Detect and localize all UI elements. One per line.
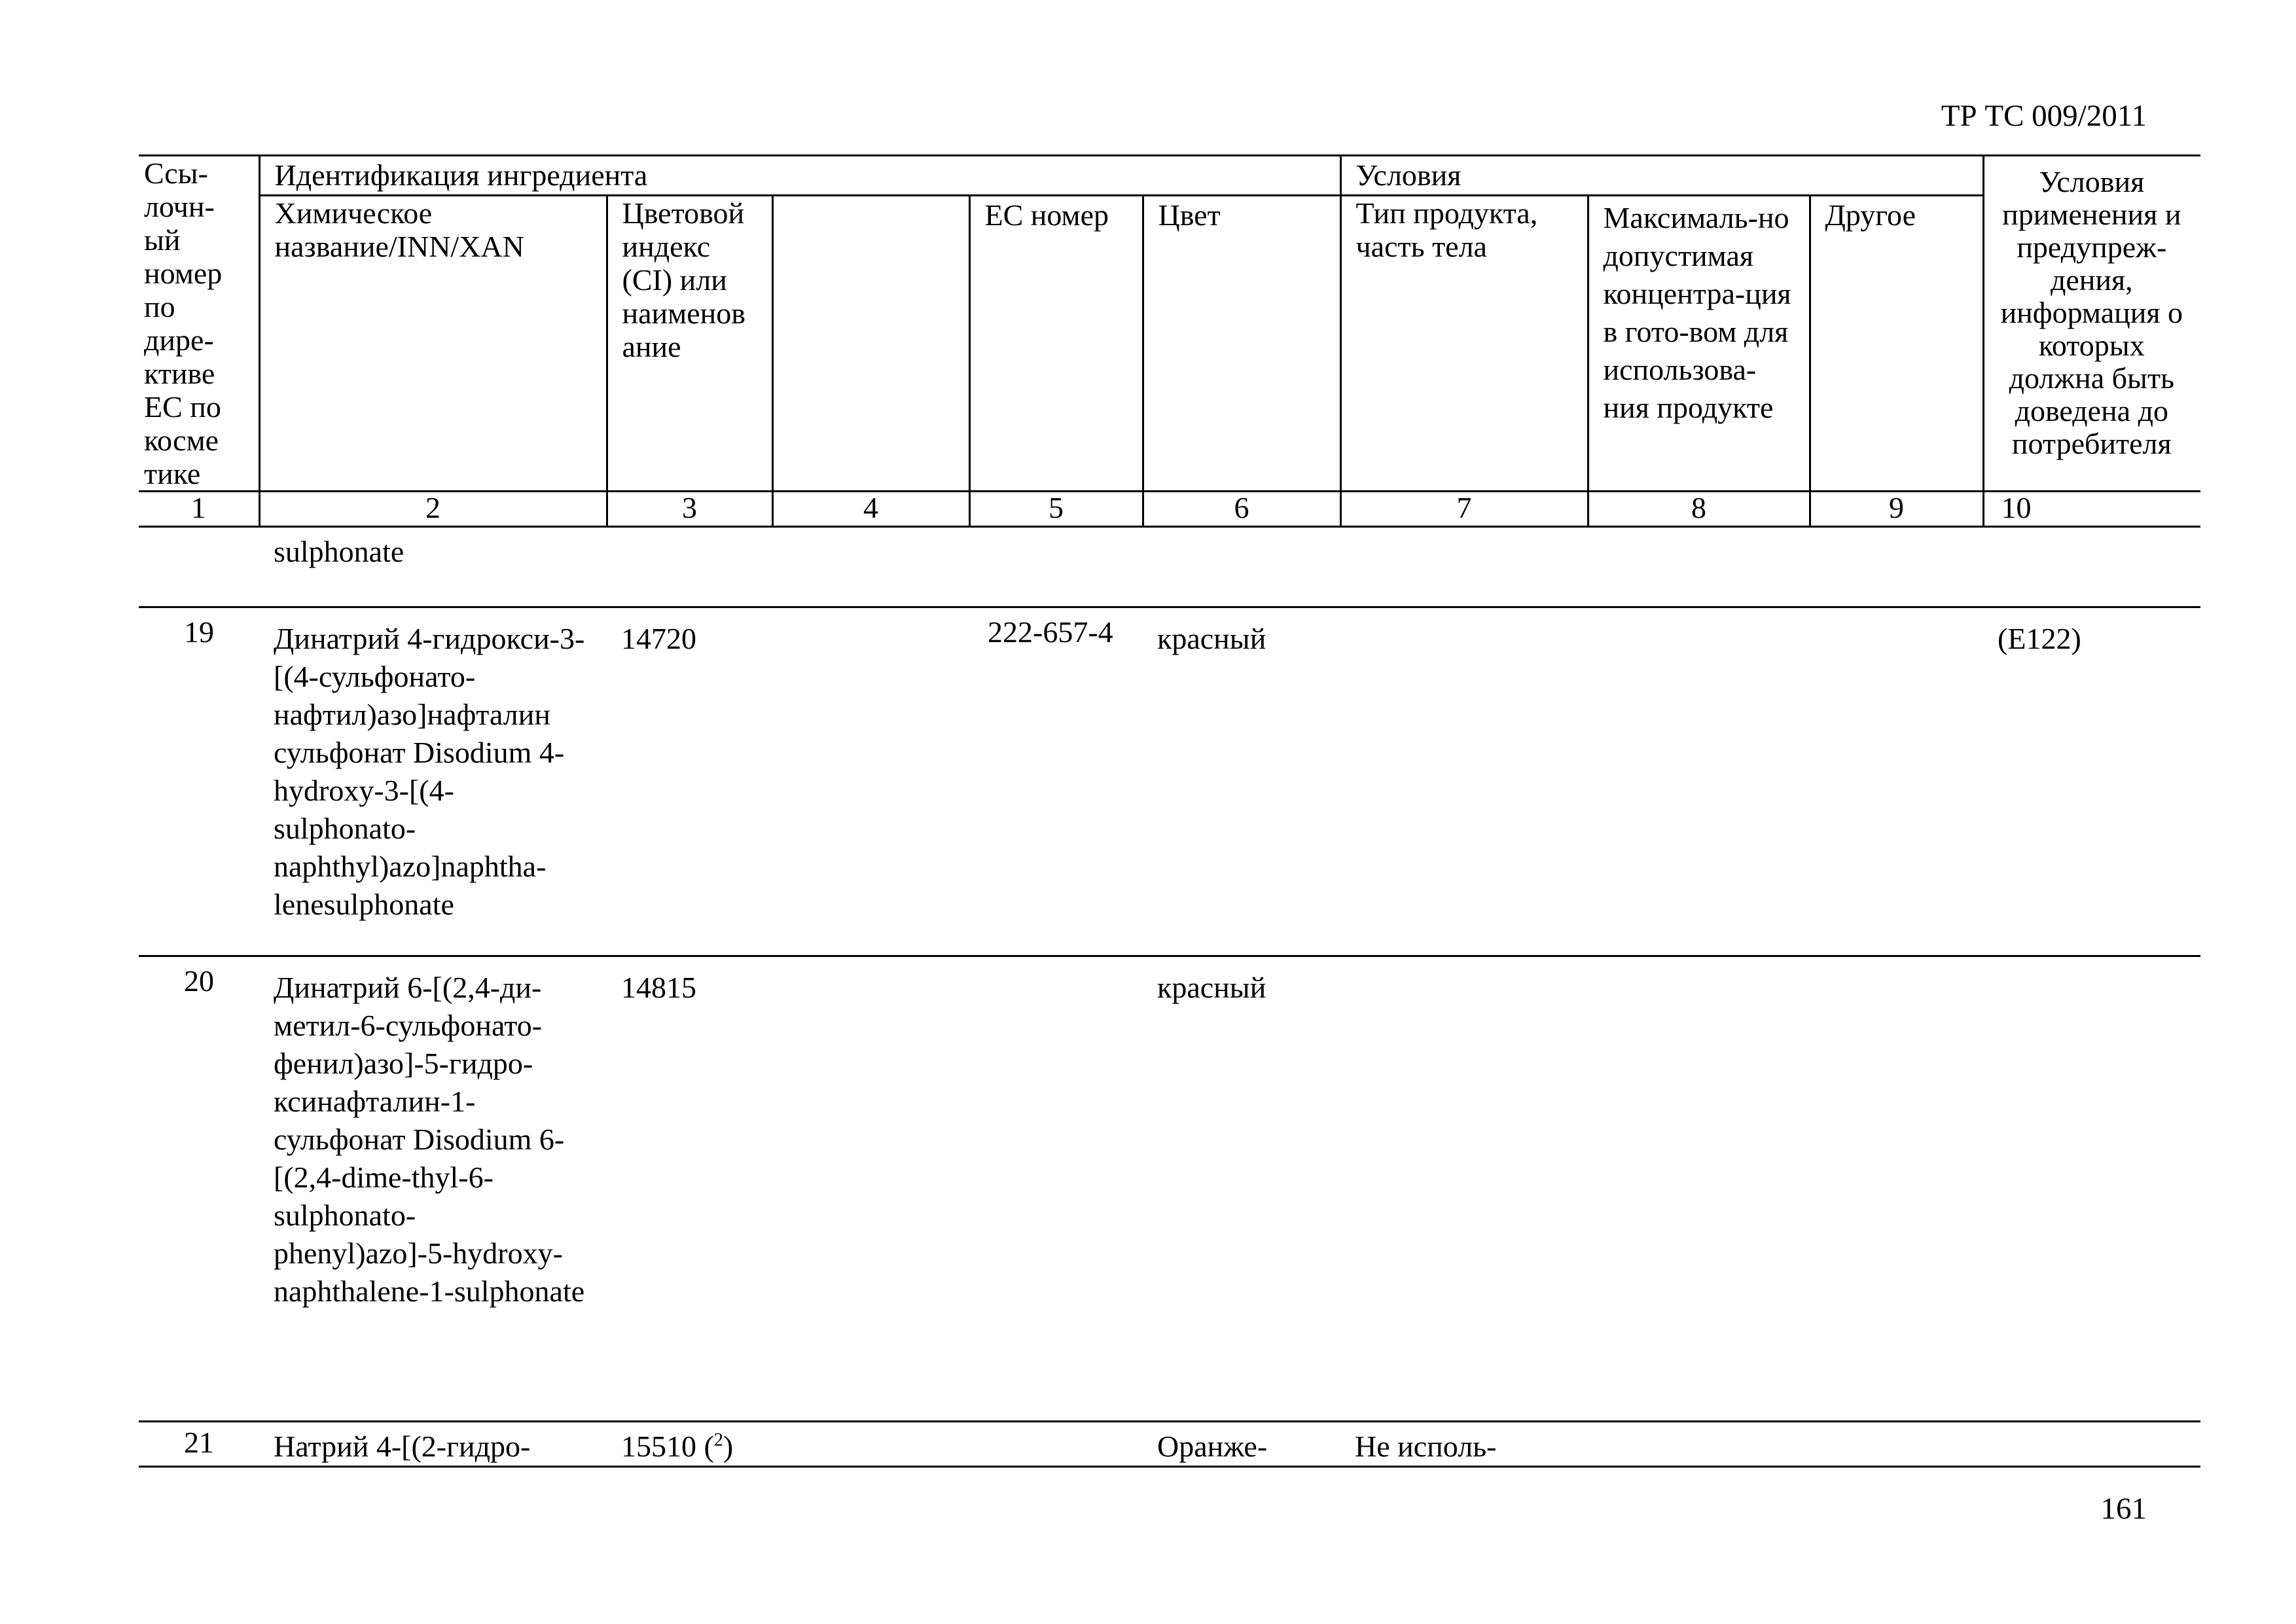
row-ref: 21 bbox=[139, 1422, 259, 1467]
row-ec bbox=[969, 956, 1143, 1422]
footnote-marker: 2 bbox=[713, 1430, 723, 1451]
table-header-row bbox=[139, 156, 2200, 196]
column-number: 10 bbox=[1983, 492, 2200, 527]
header-col4 bbox=[772, 196, 969, 492]
row-ci: 14720 bbox=[607, 607, 772, 956]
row-ref: 20 bbox=[139, 956, 259, 1422]
table-row bbox=[139, 956, 2200, 1422]
table-row bbox=[139, 607, 2200, 956]
row-other bbox=[1810, 956, 1983, 1422]
header-ingredient-identification: Идентификация ингредиента bbox=[259, 156, 1340, 196]
row-ref bbox=[139, 527, 259, 607]
column-number: 2 bbox=[259, 492, 607, 527]
row-color: красный bbox=[1143, 956, 1340, 1422]
column-number: 5 bbox=[969, 492, 1143, 527]
row-max-conc bbox=[1588, 527, 1810, 607]
row-ref: 19 bbox=[139, 607, 259, 956]
header-other: Другое bbox=[1810, 196, 1983, 492]
row-usage bbox=[1983, 527, 2200, 607]
header-color: Цвет bbox=[1143, 196, 1340, 492]
row-product-type bbox=[1340, 607, 1588, 956]
row-name: Динатрий 6-[(2,4-ди-метил-6-сульфонато-фенил)азо]-5-гидро-ксинафталин-1-сульфонат Disodium 6-[(2,4-dime-thyl-6-sulphonato-phenyl)azo]-5-hydroxy-naphthalene-1-sulphonate bbox=[259, 956, 607, 1422]
row-col4 bbox=[772, 527, 969, 607]
row-usage bbox=[1983, 1422, 2200, 1467]
document-header-code: ТР ТС 009/2011 bbox=[1941, 99, 2147, 133]
row-ci-cell: 15510 ($^2$) bbox=[607, 1422, 772, 1467]
header-ref-number: Ссы-лочн-ый номер по дире-ктиве ЕС по косме тике bbox=[139, 156, 259, 492]
row-ci bbox=[607, 527, 772, 607]
row-col4 bbox=[772, 956, 969, 1422]
row-product-type bbox=[1340, 956, 1588, 1422]
header-ec-number: ЕС номер bbox=[969, 196, 1143, 492]
row-max-conc bbox=[1588, 956, 1810, 1422]
header-conditions: Условия bbox=[1340, 156, 1983, 196]
ingredients-table bbox=[139, 154, 2200, 1468]
row-name: sulphonate bbox=[259, 527, 607, 607]
column-number: 8 bbox=[1588, 492, 1810, 527]
row-col4 bbox=[772, 1422, 969, 1467]
row-product-type: Не исполь- bbox=[1340, 1422, 1588, 1467]
row-color: красный bbox=[1143, 607, 1340, 956]
column-number: 6 bbox=[1143, 492, 1340, 527]
row-col4 bbox=[772, 607, 969, 956]
header-chem-name: Химическое название/INN/XAN bbox=[259, 196, 607, 492]
header-product-type: Тип продукта, часть тела bbox=[1340, 196, 1588, 492]
row-ci: 15510 bbox=[621, 1430, 696, 1463]
row-usage bbox=[1983, 956, 2200, 1422]
row-max-conc bbox=[1588, 607, 1810, 956]
page-number: 161 bbox=[2100, 1492, 2147, 1526]
row-name: Динатрий 4-гидрокси-3-[(4-сульфонато-нафтил)азо]нафталин сульфонат Disodium 4-hydroxy-3-[(4-sulphonato-naphthyl)azo]naphtha-lenesulphonate bbox=[259, 607, 607, 956]
row-ec bbox=[969, 527, 1143, 607]
row-color bbox=[1143, 527, 1340, 607]
row-color: Оранже- bbox=[1143, 1422, 1340, 1467]
row-ec bbox=[969, 1422, 1143, 1467]
row-other bbox=[1810, 607, 1983, 956]
column-number: 9 bbox=[1810, 492, 1983, 527]
row-max-conc bbox=[1588, 1422, 1810, 1467]
row-ci: 14815 bbox=[607, 956, 772, 1422]
table-row bbox=[139, 527, 2200, 607]
header-color-index: Цветовой индекс (CI) или наименов ание bbox=[607, 196, 772, 492]
row-other bbox=[1810, 1422, 1983, 1467]
row-name: Натрий 4-[(2-гидро- bbox=[259, 1422, 607, 1467]
row-other bbox=[1810, 527, 1983, 607]
row-ec: 222-657-4 bbox=[969, 607, 1143, 956]
column-number: 3 bbox=[607, 492, 772, 527]
header-usage-conditions: Условия применения и предупреж-дения, информация о которых должна быть доведена до потребителя bbox=[1983, 156, 2200, 492]
row-usage: (E122) bbox=[1983, 607, 2200, 956]
table-subheader-row bbox=[139, 196, 2200, 492]
column-number: 7 bbox=[1340, 492, 1588, 527]
column-number-row bbox=[139, 492, 2200, 527]
table-row bbox=[139, 1422, 2200, 1467]
column-number: 1 bbox=[139, 492, 259, 527]
column-number: 4 bbox=[772, 492, 969, 527]
row-product-type bbox=[1340, 527, 1588, 607]
header-max-concentration: Максималь-но допустимая концентра-ция в гото-вом для использова-ния продукте bbox=[1588, 196, 1810, 492]
